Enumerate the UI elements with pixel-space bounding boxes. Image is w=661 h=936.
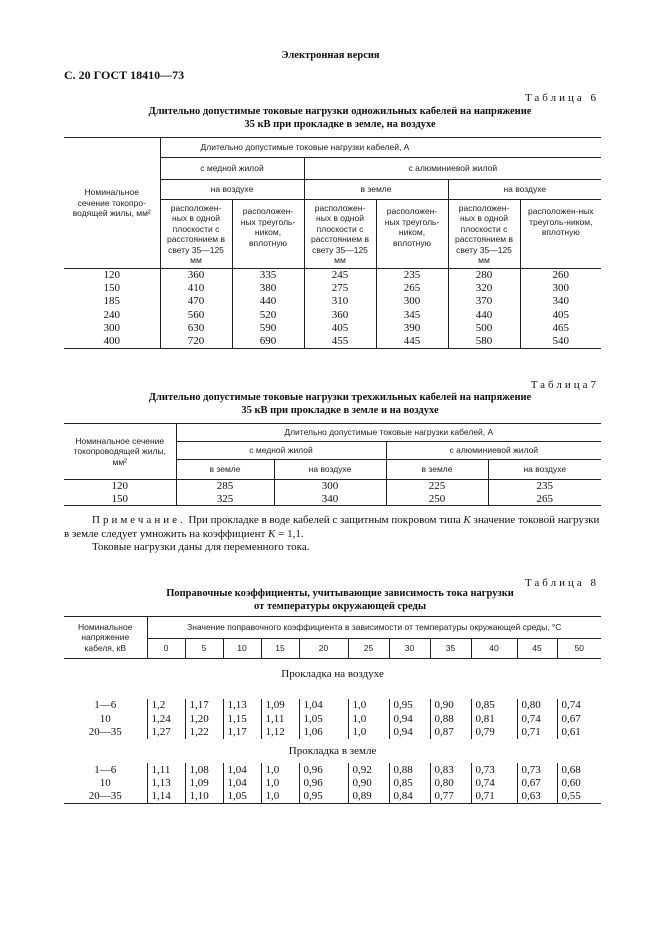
table7-title: Длительно допустимые токовые нагрузки трехжильных кабелей на напряжение 35 кВ при прокладке в земле и на воздухе <box>148 392 532 416</box>
t8-ground-cell: 1,13 <box>147 777 185 791</box>
t8-air-cell: 1,13 <box>223 699 261 713</box>
t8-ground-cell: 0,84 <box>389 790 430 804</box>
t8-air-cell: 1,17 <box>223 726 261 740</box>
t6-cell: 340 <box>520 295 601 308</box>
t8-temp-header: 15 <box>261 639 299 659</box>
t8-ground-cell: 20—35 <box>64 790 147 804</box>
t6-cell: 335 <box>232 269 304 282</box>
t8-temp-header: 25 <box>348 639 389 659</box>
note-paragraph: Примечание. При прокладке в воде кабелей с защитным покровом типа K значение токовой нагрузки в земле следует умножить на коэффициент K = 1,1. <box>64 514 600 540</box>
t8-air-row <box>64 726 601 740</box>
t8-ground-cell: 0,68 <box>557 763 601 777</box>
t8-air-cell: 0,79 <box>471 726 517 740</box>
t8-air-cell: 1,0 <box>348 699 389 713</box>
t6-row <box>64 282 601 295</box>
t8-air-cell: 1,24 <box>147 712 185 726</box>
t8-air-cell: 0,87 <box>430 726 471 740</box>
t6-cell: 300 <box>520 282 601 295</box>
t6-cell: 300 <box>64 322 160 335</box>
t6-cell: 590 <box>232 322 304 335</box>
t6-cell: 300 <box>376 295 448 308</box>
t8-ground-cell: 1,14 <box>147 790 185 804</box>
t8-ground-cell: 1,09 <box>185 777 223 791</box>
t6-cell: 400 <box>64 335 160 348</box>
t8-air-cell: 0,94 <box>389 726 430 740</box>
t8-section-air-label: Прокладка на воздухе <box>281 667 384 680</box>
t7-copper: с медной жилой <box>176 442 386 460</box>
t6-cell: 185 <box>64 295 160 308</box>
t8-temp-header: 20 <box>299 639 348 659</box>
t6-cell: 245 <box>304 269 376 282</box>
table6-label: Таблица 6 <box>524 92 599 104</box>
t8-air-cell: 0,80 <box>517 699 557 713</box>
t8-air-cell: 10 <box>64 712 147 726</box>
t8-ground-cell: 0,96 <box>299 777 348 791</box>
t7-cell: 225 <box>386 480 488 493</box>
t8-air-cell: 0,85 <box>471 699 517 713</box>
t6-trefoil-2: расположен-ных треуголь-ником, вплотную <box>376 200 448 269</box>
t8-air-cell: 1,2 <box>147 699 185 713</box>
t6-row <box>64 269 601 282</box>
t6-cell: 280 <box>448 269 520 282</box>
t6-flat-3: расположен-ных в одной плоскости с расстоянием в свету 35—125 мм <box>448 200 520 269</box>
t7-copper-air: на воздухе <box>274 460 386 480</box>
t8-section-ground <box>64 739 601 763</box>
t7-copper-ground: в земле <box>176 460 274 480</box>
t8-ground-cell: 0,71 <box>471 790 517 804</box>
t8-air-cell: 1,20 <box>185 712 223 726</box>
t6-trefoil-1: расположен-ных треуголь-ником, вплотную <box>232 200 304 269</box>
t6-row <box>64 308 601 321</box>
t8-air-cell: 1—6 <box>64 699 147 713</box>
t8-air-cell: 1,0 <box>348 712 389 726</box>
t6-cell: 260 <box>520 269 601 282</box>
t8-ground-row <box>64 777 601 791</box>
t6-copper: с медной жилой <box>160 158 304 180</box>
t8-ground-cell: 1,11 <box>147 763 185 777</box>
t8-spacer-cell <box>64 689 601 699</box>
t8-col-values: Значение поправочного коэффициента в зависимости от температуры окружающей среды, °С <box>147 617 601 639</box>
t6-cell: 405 <box>304 322 376 335</box>
page-reference: С. 20 ГОСТ 18410—73 <box>64 68 185 82</box>
t8-air-cell: 1,17 <box>185 699 223 713</box>
t6-cell: 320 <box>448 282 520 295</box>
t8-ground-cell: 0,89 <box>348 790 389 804</box>
table8-label: Таблица 8 <box>524 577 599 589</box>
t6-flat-2: расположен-ных в одной плоскости с расстоянием в свету 35—125 мм <box>304 200 376 269</box>
t8-section-air <box>64 659 601 689</box>
t7-cell: 250 <box>386 493 488 506</box>
t6-cell: 360 <box>160 269 232 282</box>
t6-cell: 120 <box>64 269 160 282</box>
t8-ground-cell: 1,05 <box>223 790 261 804</box>
t8-ground-cell: 0,83 <box>430 763 471 777</box>
table6-title: Длительно допустимые токовые нагрузки одножильных кабелей на напряжение 35 кВ при прокладке в земле, на воздухе <box>148 106 532 130</box>
t7-cell: 150 <box>64 493 176 506</box>
t7-cell: 265 <box>488 493 601 506</box>
t8-ground-cell: 1—6 <box>64 763 147 777</box>
t6-cell: 500 <box>448 322 520 335</box>
table6 <box>64 137 601 349</box>
t7-cell: 325 <box>176 493 274 506</box>
t8-ground-row <box>64 763 601 777</box>
t6-cell: 265 <box>376 282 448 295</box>
t6-flat-1: расположен-ных в одной плоскости с расстоянием в свету 35—125 мм <box>160 200 232 269</box>
t8-ground-cell: 0,63 <box>517 790 557 804</box>
t6-aluminum: с алюминиевой жилой <box>304 158 601 180</box>
t6-cell: 540 <box>520 335 601 348</box>
t6-trefoil-3: расположен-ных треуголь-ником, вплотную <box>520 200 601 269</box>
t7-aluminum: с алюминиевой жилой <box>386 442 601 460</box>
version-label: Электронная версия <box>281 50 380 61</box>
t7-cell: 300 <box>274 480 386 493</box>
t8-air-cell: 1,09 <box>261 699 299 713</box>
t6-cell: 360 <box>304 308 376 321</box>
t6-cell: 690 <box>232 335 304 348</box>
t7-col-loads: Длительно допустимые токовые нагрузки кабелей, А <box>176 424 601 442</box>
t6-cell: 405 <box>520 308 601 321</box>
t8-air-cell: 1,15 <box>223 712 261 726</box>
t8-air-cell: 1,22 <box>185 726 223 740</box>
note-line2: Токовые нагрузки даны для переменного тока. <box>92 541 310 553</box>
t6-cell: 580 <box>448 335 520 348</box>
t8-air-cell: 0,74 <box>557 699 601 713</box>
t8-temp-header: 5 <box>185 639 223 659</box>
t8-ground-cell: 0,90 <box>348 777 389 791</box>
t8-temp-header: 10 <box>223 639 261 659</box>
t8-air-cell: 1,04 <box>299 699 348 713</box>
t8-spacer <box>64 689 601 699</box>
t8-temp-header: 35 <box>430 639 471 659</box>
t8-ground-cell: 0,73 <box>517 763 557 777</box>
t8-air-row <box>64 699 601 713</box>
t7-row <box>64 493 601 506</box>
t7-cell: 285 <box>176 480 274 493</box>
t8-ground-cell: 1,04 <box>223 763 261 777</box>
t8-temp-header: 45 <box>517 639 557 659</box>
t8-air-cell: 0,67 <box>557 712 601 726</box>
t7-cell: 120 <box>64 480 176 493</box>
t8-temp-header: 40 <box>471 639 517 659</box>
t8-ground-cell: 0,73 <box>471 763 517 777</box>
t7-row <box>64 480 601 493</box>
t8-col-voltage: Номинальное напряжение кабеля, кВ <box>64 617 147 659</box>
t8-air-cell: 0,90 <box>430 699 471 713</box>
t7-al-air: на воздухе <box>488 460 601 480</box>
t7-al-ground: в земле <box>386 460 488 480</box>
t6-al-air: на воздухе <box>448 180 601 200</box>
t8-ground-cell: 1,0 <box>261 777 299 791</box>
t6-cell: 150 <box>64 282 160 295</box>
t8-air-cell: 0,81 <box>471 712 517 726</box>
t8-ground-cell: 0,85 <box>389 777 430 791</box>
t6-cell: 275 <box>304 282 376 295</box>
t6-cell: 560 <box>160 308 232 321</box>
t8-air-cell: 0,95 <box>389 699 430 713</box>
t8-ground-cell: 0,96 <box>299 763 348 777</box>
t8-ground-cell: 10 <box>64 777 147 791</box>
t6-cell: 470 <box>160 295 232 308</box>
t6-cell: 240 <box>64 308 160 321</box>
t7-cell: 235 <box>488 480 601 493</box>
t6-cell: 720 <box>160 335 232 348</box>
t8-ground-cell: 1,08 <box>185 763 223 777</box>
t8-ground-cell: 0,95 <box>299 790 348 804</box>
t8-temp-header: 0 <box>147 639 185 659</box>
t6-cell: 235 <box>376 269 448 282</box>
t6-col-section: Номинальное сечение токопро-водящей жилы, мм² <box>64 138 160 269</box>
table7 <box>64 423 601 506</box>
t8-air-cell: 0,74 <box>517 712 557 726</box>
t8-ground-cell: 0,77 <box>430 790 471 804</box>
t6-cell: 370 <box>448 295 520 308</box>
t8-ground-cell: 1,0 <box>261 763 299 777</box>
t6-row <box>64 295 601 308</box>
t8-ground-cell: 0,55 <box>557 790 601 804</box>
t6-row <box>64 322 601 335</box>
t6-row <box>64 335 601 348</box>
t6-cell: 520 <box>232 308 304 321</box>
t8-temp-header: 50 <box>557 639 601 659</box>
t8-temp-header: 30 <box>389 639 430 659</box>
t6-cell: 445 <box>376 335 448 348</box>
t7-cell: 340 <box>274 493 386 506</box>
t6-cell: 440 <box>448 308 520 321</box>
t8-air-cell: 1,06 <box>299 726 348 740</box>
t8-air-cell: 0,71 <box>517 726 557 740</box>
t6-cell: 310 <box>304 295 376 308</box>
t6-cell: 440 <box>232 295 304 308</box>
table8-title: Поправочные коэффициенты, учитывающие зависимость тока нагрузки от температуры окружающей среды <box>166 588 514 612</box>
t8-ground-cell: 0,74 <box>471 777 517 791</box>
table7-label: Таблица7 <box>530 379 599 391</box>
t8-air-cell: 0,88 <box>430 712 471 726</box>
t6-cell: 630 <box>160 322 232 335</box>
t6-al-ground: в земле <box>304 180 448 200</box>
t6-cell: 410 <box>160 282 232 295</box>
t8-section-ground-label: Прокладка в земле <box>288 745 377 757</box>
t8-air-cell: 1,27 <box>147 726 185 740</box>
t8-ground-row <box>64 790 601 804</box>
t8-air-cell: 0,61 <box>557 726 601 740</box>
t8-air-cell: 1,05 <box>299 712 348 726</box>
t8-air-cell: 1,0 <box>348 726 389 740</box>
t8-air-row <box>64 712 601 726</box>
t6-cell: 345 <box>376 308 448 321</box>
t8-ground-cell: 1,10 <box>185 790 223 804</box>
t6-cell: 380 <box>232 282 304 295</box>
t8-ground-cell: 0,88 <box>389 763 430 777</box>
t7-col-section: Номинальное сечение токопроводящей жилы, мм² <box>64 424 176 480</box>
t8-ground-cell: 0,67 <box>517 777 557 791</box>
table8 <box>64 616 601 804</box>
t8-air-cell: 1,12 <box>261 726 299 740</box>
t8-ground-cell: 0,80 <box>430 777 471 791</box>
t8-ground-cell: 0,92 <box>348 763 389 777</box>
t6-cell: 455 <box>304 335 376 348</box>
t8-ground-cell: 1,0 <box>261 790 299 804</box>
t8-air-cell: 1,11 <box>261 712 299 726</box>
t8-air-cell: 0,94 <box>389 712 430 726</box>
t6-cell: 390 <box>376 322 448 335</box>
t8-ground-cell: 0,60 <box>557 777 601 791</box>
t8-air-cell: 20—35 <box>64 726 147 740</box>
t6-col-loads: Длительно допустимые токовые нагрузки кабелей, А <box>160 138 601 158</box>
t6-cell: 465 <box>520 322 601 335</box>
t6-copper-air: на воздухе <box>160 180 304 200</box>
t8-ground-cell: 1,04 <box>223 777 261 791</box>
